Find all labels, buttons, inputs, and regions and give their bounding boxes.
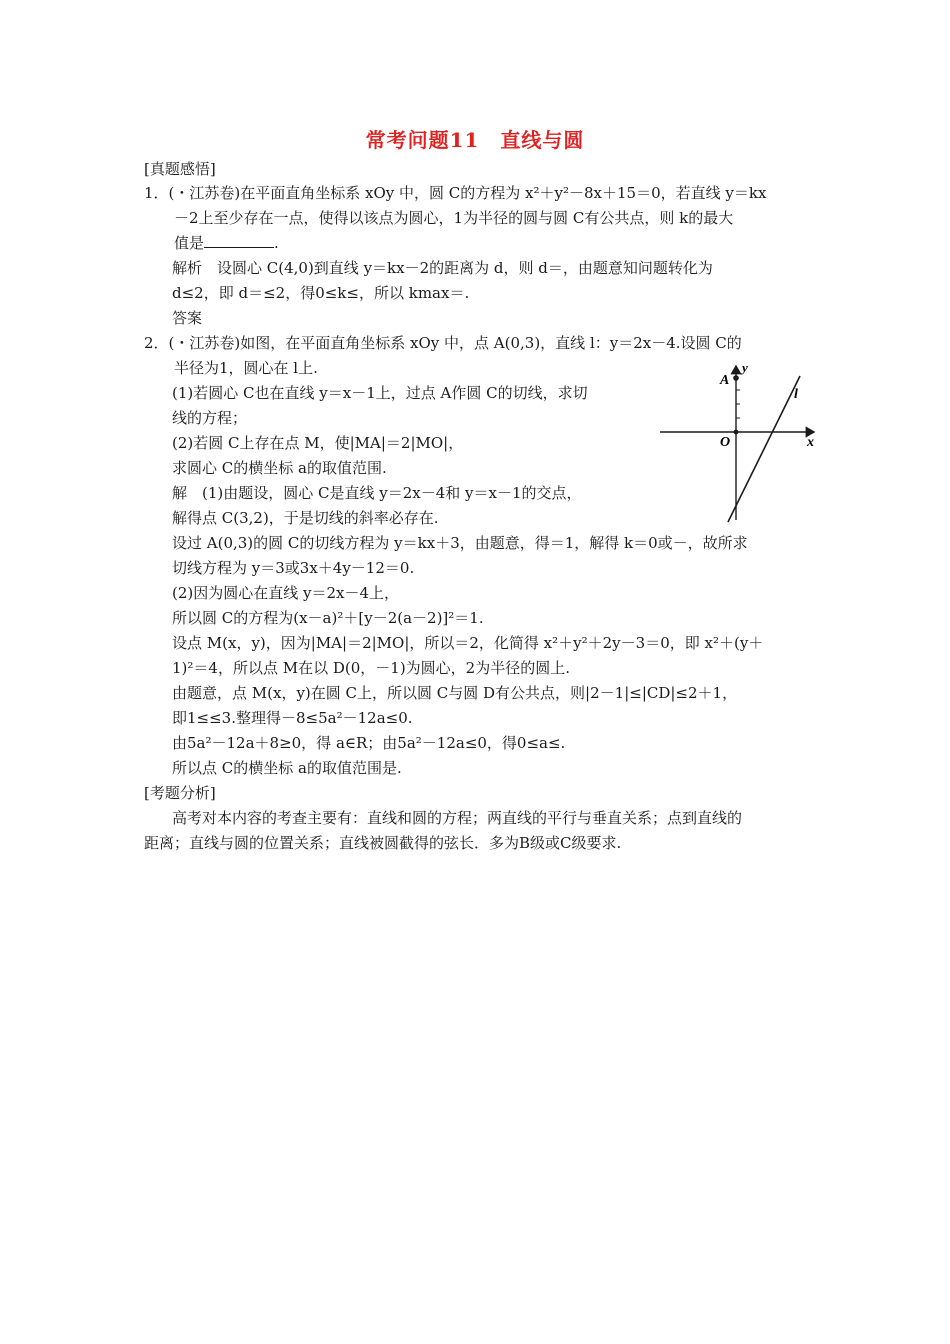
problem-2-solution-line-1: 解 (1)由题设，圆心 C是直线 y＝2x－4和 y＝x－1的交点，: [172, 484, 582, 502]
problem-2-solution-line-4: 切线方程为 y＝3或3x＋4y－12＝0.: [172, 559, 415, 577]
section-heading-exam: [真题感悟]: [144, 160, 216, 178]
problem-1-line-3-text: 值是: [174, 234, 205, 252]
problem-1-line-3-end: .: [274, 234, 279, 252]
y-axis-label: y: [742, 360, 748, 375]
coordinate-figure: [656, 360, 821, 528]
problem-2-solution-line-7: 设点 M(x，y)，因为|MA|＝2|MO|，所以＝2，化简得 x²＋y²＋2y－3＝0，即 x²＋(y＋: [172, 634, 764, 652]
page-title: 常考问题11 直线与圆: [365, 128, 585, 152]
problem-2-solution-line-10: 即1≤≤3.整理得－8≤5a²－12a≤0.: [172, 709, 413, 727]
problem-2-solution-line-3: 设过 A(0,3)的圆 C的切线方程为 y＝kx＋3，由题意，得＝1，解得 k＝0或－，故所求: [172, 534, 748, 552]
line-l: [728, 376, 800, 522]
problem-2-part-2-line-1: (2)若圆 C上存在点 M，使|MA|＝2|MO|，: [172, 434, 464, 452]
problem-2-part-2-line-2: 求圆心 C的横坐标 a的取值范围.: [172, 459, 387, 477]
problem-2-solution-line-9: 由题意，点 M(x，y)在圆 C上，所以圆 C与圆 D有公共点，则|2－1|≤|CD|≤2＋1，: [172, 684, 738, 702]
section-heading-analysis: [考题分析]: [144, 784, 216, 802]
x-axis-label: x: [807, 435, 814, 450]
problem-2-solution-line-5: (2)因为圆心在直线 y＝2x－4上，: [172, 584, 400, 602]
problem-1-answer-label: 答案: [172, 309, 203, 327]
problem-1-analysis-line-1: 解析 设圆心 C(4,0)到直线 y＝kx－2的距离为 d，则 d＝，由题意知问题转化为: [172, 259, 713, 277]
problem-2-solution-line-8: 1)²＝4，所以点 M在以 D(0，－1)为圆心，2为半径的圆上.: [172, 659, 570, 677]
line-l-label: l: [794, 387, 798, 402]
problem-2-solution-line-11: 由5a²－12a＋8≥0，得 a∈R；由5a²－12a≤0，得0≤a≤.: [172, 734, 566, 752]
problem-2-line-1: 2．(・江苏卷)如图，在平面直角坐标系 xOy 中，点 A(0,3)，直线 l：y＝2x－4.设圆 C的: [144, 334, 742, 352]
problem-2-solution-line-2: 解得点 C(3,2)，于是切线的斜率必存在.: [172, 509, 439, 527]
answer-blank: [204, 233, 274, 248]
problem-2-solution-line-6: 所以圆 C的方程为(x－a)²＋[y－2(a－2)]²＝1.: [172, 609, 484, 627]
origin-point: [734, 430, 739, 435]
point-a: [733, 375, 739, 381]
problem-2-part-1-line-2: 线的方程；: [172, 409, 248, 427]
problem-1-line-2: －2上至少存在一点，使得以该点为圆心，1为半径的圆与圆 C有公共点，则 k的最大: [174, 209, 734, 227]
analysis-line-1: 高考对本内容的考查主要有：直线和圆的方程；两直线的平行与垂直关系；点到直线的: [172, 809, 743, 827]
problem-1-line-1: 1．(・江苏卷)在平面直角坐标系 xOy 中，圆 C的方程为 x²＋y²－8x＋15＝0，若直线 y＝kx: [144, 184, 767, 202]
point-a-label: A: [720, 373, 730, 388]
problem-1-line-3: [174, 232, 279, 254]
problem-1-analysis-line-2: d≤2，即 d＝≤2，得0≤k≤，所以 kmax＝.: [172, 284, 470, 302]
problem-2-part-1-line-1: (1)若圆心 C也在直线 y＝x－1上，过点 A作圆 C的切线，求切: [172, 384, 588, 402]
analysis-line-2: 距离；直线与圆的位置关系；直线被圆截得的弦长．多为B级或C级要求.: [144, 834, 622, 852]
problem-2-line-2: 半径为1，圆心在 l上.: [174, 359, 318, 377]
origin-label: O: [720, 435, 731, 450]
problem-2-solution-line-12: 所以点 C的横坐标 a的取值范围是.: [172, 759, 402, 777]
